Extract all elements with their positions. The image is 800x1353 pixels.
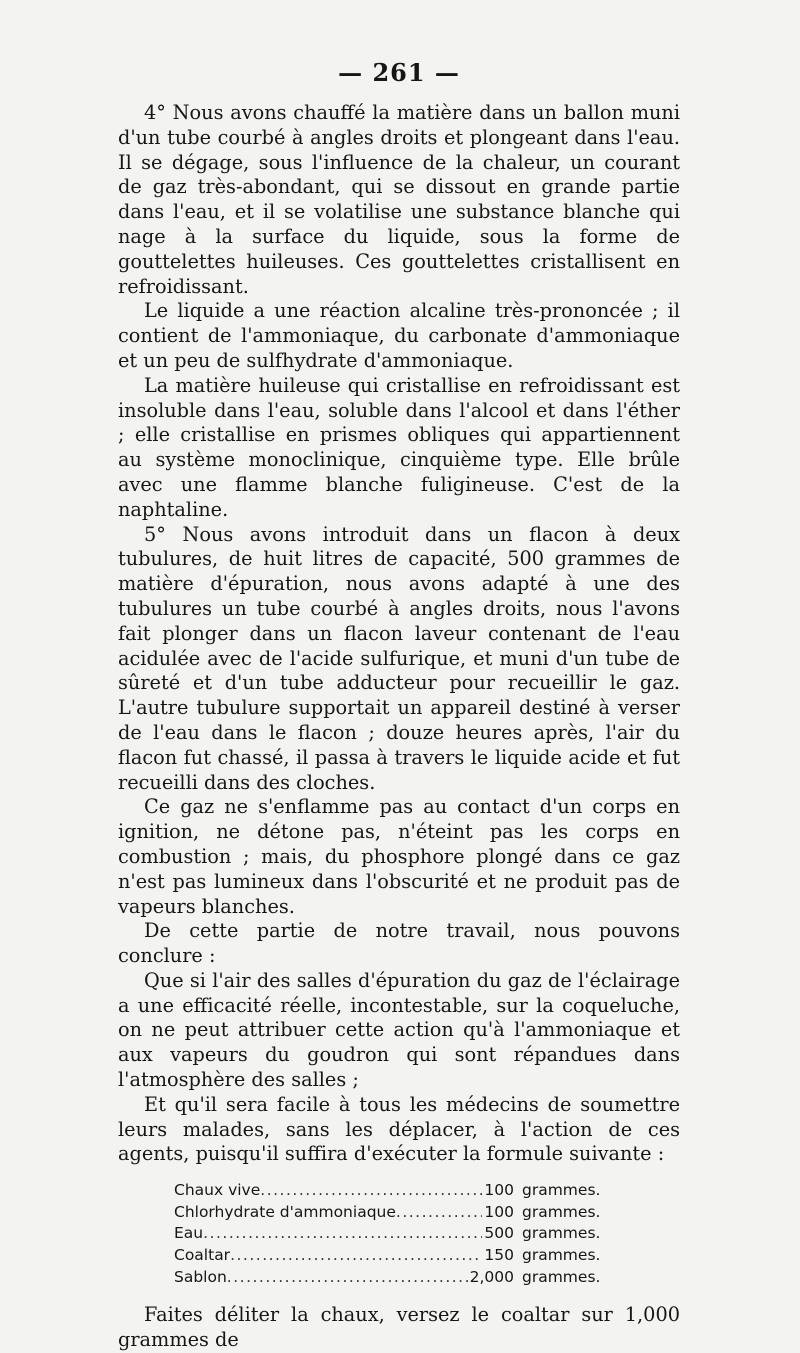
leader-dots (203, 1224, 482, 1242)
ingredient-unit: grammes. (522, 1181, 601, 1200)
ingredient-quantity: 100 (484, 1181, 514, 1200)
page-number: — 261 — (338, 58, 460, 87)
paragraph-experiment-5: 5° Nous avons introduit dans un flacon à deux tubulures, de huit litres de capacité, 500 grammes de matière d'épuration, nous avons adapté à une des tubulures un tube courbé à angles droits, nous l'avons fait plonger dans un flacon laveur contenant de l'eau acidulée avec de l'acide sulfurique, et muni d'un tube de sûreté et d'un tube adducteur pour recueillir le gaz. L'autre tubulure supportait un appareil destiné à verser de l'eau dans le flacon ; douze heures après, l'air du flacon fut chassé, il passa à travers le liquide acide et fut recueilli dans des cloches. (118, 522, 680, 794)
recipe-row (174, 1224, 626, 1246)
paragraph-experiment-4: 4° Nous avons chauffé la matière dans un ballon muni d'un tube courbé à angles droits et plongeant dans l'eau. Il se dégage, sous l'influence de la chaleur, un courant de gaz très-abondant, qui se dissout en grande partie dans l'eau, et il se volatilise une substance blanche qui nage à la surface du liquide, sous la forme de gouttelettes huileuses. Ces gouttelettes cristallisent en refroidissant. (118, 101, 680, 298)
ingredient-name: Eau (174, 1224, 204, 1243)
paragraph-gas-properties: Ce gaz ne s'enflamme pas au contact d'un corps en ignition, ne détone pas, n'éteint pas les corps en combustion ; mais, du phosphore plongé dans ce gaz n'est pas lumineux dans l'obscurité et ne produit pas de vapeurs blanches. (118, 795, 680, 918)
recipe-formula (174, 1181, 626, 1289)
ingredient-unit: grammes. (522, 1246, 601, 1265)
paragraph-conclusion-formula: Et qu'il sera facile à tous les médecins de soumettre leurs malades, sans les déplacer, à l'action de ces agents, puisqu'il suffira d'exécuter la formule suivante : (118, 1092, 680, 1166)
recipe-row (174, 1246, 626, 1268)
paragraph-final-instruction: Faites déliter la chaux, versez le coaltar sur 1,000 grammes de (118, 1303, 680, 1352)
recipe-row (174, 1203, 626, 1225)
recipe-row (174, 1181, 626, 1203)
leader-dots (227, 1268, 468, 1286)
paragraph-naphthalene: La matière huileuse qui cristallise en refroidissant est insoluble dans l'eau, soluble dans l'alcool et dans l'éther ; elle cristallise en prismes obliques qui appartiennent au système monoclinique, cinquième type. Elle brûle avec une flamme blanche fuligineuse. C'est de la naphtaline. (118, 373, 680, 521)
recipe-row (174, 1268, 626, 1290)
paragraph-conclusion-intro: De cette partie de notre travail, nous pouvons conclure : (118, 919, 680, 968)
leader-dots (260, 1181, 482, 1199)
ingredient-name: Sablon (174, 1267, 227, 1286)
leader-dots (230, 1246, 482, 1264)
ingredient-quantity: 500 (484, 1224, 514, 1243)
ingredient-name: Chlorhydrate d'ammoniaque (174, 1202, 396, 1221)
ingredient-unit: grammes. (522, 1267, 601, 1286)
ingredient-quantity: 100 (484, 1202, 514, 1221)
ingredient-quantity: 2,000 (469, 1267, 514, 1286)
ingredient-unit: grammes. (522, 1224, 601, 1243)
ingredient-quantity: 150 (484, 1246, 514, 1265)
paragraph-conclusion-ammonia: Que si l'air des salles d'épuration du gaz de l'éclairage a une efficacité réelle, incontestable, sur la coqueluche, on ne peut attribuer cette action qu'à l'ammoniaque et aux vapeurs du goudron qui sont répandues dans l'atmosphère des salles ; (118, 968, 680, 1092)
paragraph-alkaline-liquid: Le liquide a une réaction alcaline très-prononcée ; il contient de l'ammoniaque, du carbonate d'ammoniaque et un peu de sulfhydrate d'ammoniaque. (118, 299, 680, 372)
ingredient-name: Chaux vive (174, 1181, 261, 1200)
ingredient-unit: grammes. (522, 1202, 601, 1221)
leader-dots (396, 1203, 483, 1221)
ingredient-name: Coaltar (174, 1246, 231, 1265)
